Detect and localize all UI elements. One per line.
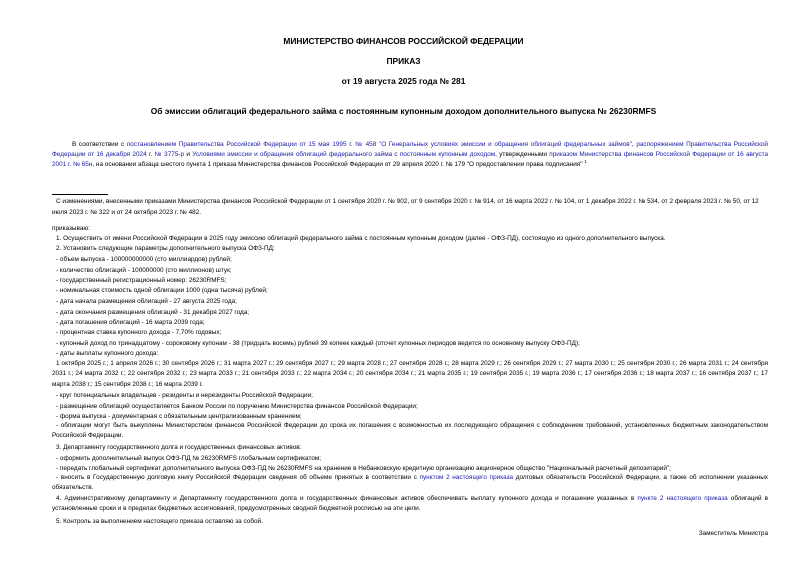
item-3b: - передать глобальный сертификат дополнительного выпуска ОФЗ-ПД № 26230RMFS на хранение в Небанковскую кредитную организацию акционерное общество "Национальный расчетный депозитарий"; (56, 465, 671, 472)
document-title: Об эмиссии облигаций федерального займа с постоянным купонным доходом дополнительного выпуска № 26230RMFS (150, 106, 657, 116)
footnote-marker: 1 (584, 158, 587, 164)
param-coupon: - купонный доход по тринадцатому - сороковому купонам - 38 (тридцать восемь) рублей 39 копеек каждый (отсчет купонных периодов ведется по основному выпуску ОФЗ-ПД); (56, 340, 580, 347)
preamble-text-3: и (184, 151, 193, 158)
param-redemption: - облигации могут быть выкуплены Министерством финансов Российской Федерации до срока их погашения с возможностью их последующего обращения с соблюдением требований, установленных бюджетным законодательством Российской Федерации. (52, 422, 768, 440)
param-nominal: - номинальная стоимость одной облигации 1000 (одна тысяча) рублей; (56, 287, 268, 294)
link-minfin-order[interactable]: приказом Министерства финансов Российской Федерации от 16 августа 2001 г. № 65н (52, 151, 769, 168)
link-item-2-a[interactable]: пунктом 2 настоящего приказа (419, 474, 514, 481)
param-reg-number: - государственный регистрационный номер: 26230RMFS; (56, 277, 227, 284)
link-government-decree[interactable]: постановлением Правительства Российской Федерации от 15 мая 1995 г. № 458 "О Генеральных условиях эмиссии и обращения облигаций федеральных займов" (126, 141, 632, 148)
ministry-heading: МИНИСТЕРСТВО ФИНАНСОВ РОССИЙСКОЙ ФЕДЕРАЦИИ (283, 36, 524, 46)
preamble-text-2: , (631, 141, 637, 148)
footnote-text: С изменениями, внесенными приказами Министерства финансов Российской Федерации от 1 сентября 2020 г. № 902, от 9 сентября 2020 г. № 914, от 16 марта 2022 г. № 104, от 1 декабря 2022 г. № 534, от 2 февраля 2023 г. № 50, от 12 июля 2023 г. № 322 и от 24 октября 2023 г. № 482. (52, 198, 759, 216)
param-end-date: - дата окончания размещения облигаций - 31 декабря 2027 года; (56, 309, 250, 316)
item-3c (52, 473, 768, 494)
footnote-separator (52, 194, 108, 195)
link-item-2-b[interactable]: пункте 2 настоящего приказа (637, 495, 728, 502)
item-4-text-1: 4. Административному департаменту и Департаменту государственного долга и государственных финансовых активов обеспечивать выплату купонного дохода и погашение указанных в (56, 495, 638, 502)
param-form: - форма выпуска - документарная с обязательным централизованным хранением; (56, 413, 302, 420)
item-2: 2. Установить следующие параметры дополнительного выпуска ОФЗ-ПД: (56, 245, 275, 252)
coupon-dates-list: 1 октября 2025 г.; 1 апреля 2026 г.; 30 сентября 2026 г.; 31 марта 2027 г.; 29 сентября 2027 г.; 29 марта 2028 г.; 27 сентября 2028 г.; 28 марта 2029 г.; 26 сентября 2029 г.; 27 марта 2030 г.; 25 сентября 2030 г.; 26 марта 2031 г.; 24 сентября 2031 г.; 24 марта 2032 г.; 22 сентября 2032 г.; 23 марта 2033 г.; 21 сентября 2033 г.; 22 марта 2034 г.; 20 сентября 2034 г.; 21 марта 2035 г.; 19 сентября 2035 г.; 19 марта 2036 г.; 17 сентября 2036 г.; 18 марта 2037 г.; 16 сентября 2037 г.; 17 марта 2038 г.; 15 сентября 2038 г.; 16 марта 2039 г. (52, 360, 768, 388)
param-owners: - круг потенциальных владельцев - резиденты и нерезиденты Российской Федерации; (56, 392, 313, 399)
item-1: 1. Осуществить от имени Российской Федерации в 2025 году эмиссию облигаций федерального займа с постоянным купонным доходом (далее - ОФЗ-ПД), состоящую из одного дополнительного выпуска. (56, 235, 666, 242)
param-payment-dates: - даты выплаты купонного дохода: (56, 350, 159, 357)
doc-type-heading: ПРИКАЗ (386, 56, 421, 66)
date-number: от 19 августа 2025 года № 281 (341, 76, 466, 86)
param-placement: - размещение облигаций осуществляется Банком России по поручению Министерства финансов Российской Федерации; (56, 403, 418, 410)
item-4 (52, 494, 768, 515)
item-3c-text-2: долговых обязательств Российской Федерации, а также об исполнении указанных обязательств. (52, 474, 768, 492)
preamble-paragraph (52, 140, 768, 170)
item-3a: - оформить дополнительный выпуск ОФЗ-ПД № 26230RMFS глобальным сертификатом; (56, 455, 322, 462)
item-3c-text-1: - вносить в Государственную долговую книгу Российской Федерации сведения об объеме принятых в соответствии с (56, 474, 420, 481)
param-rate: - процентная ставка купонного дохода - 7,70% годовых; (56, 329, 222, 336)
signature-title: Заместитель Министра (698, 530, 768, 537)
item-5: 5. Контроль за выполнением настоящего приказа оставляю за собой. (56, 518, 263, 525)
preamble-text-5: , на основании абзаца шестого пункта 1 приказа Министерства финансов Российской Федерации от 29 апреля 2020 г. № 179 "О предоставлении права подписания" (92, 161, 583, 168)
param-quantity: - количество облигаций - 100000000 (сто миллионов) штук; (56, 267, 232, 274)
order-word: приказываю: (52, 225, 90, 232)
item-4-text-2: облигаций в установленные сроки и в пределах бюджетных ассигнований, предусмотренных сводной бюджетной росписью на эти цели. (52, 495, 769, 513)
preamble-text-4: , утвержденными (495, 151, 550, 158)
item-3: 3. Департаменту государственного долга и государственных финансовых активов: (56, 444, 302, 451)
param-volume: - объем выпуска - 100000000000 (сто миллиардов) рублей; (56, 256, 232, 263)
link-emission-conditions[interactable]: Условиями эмиссии и обращения облигаций федерального займа с постоянным купонным доходом (192, 151, 496, 158)
param-maturity: - дата погашения облигаций - 16 марта 2039 года; (56, 319, 205, 326)
param-start-date: - дата начала размещения облигаций - 27 августа 2025 года; (56, 298, 237, 305)
link-government-order[interactable]: распоряжением Правительства Российской Федерации от 16 декабря 2024 г. № 3775-р (52, 141, 768, 158)
preamble-text-1: В соответствии с (72, 141, 127, 148)
